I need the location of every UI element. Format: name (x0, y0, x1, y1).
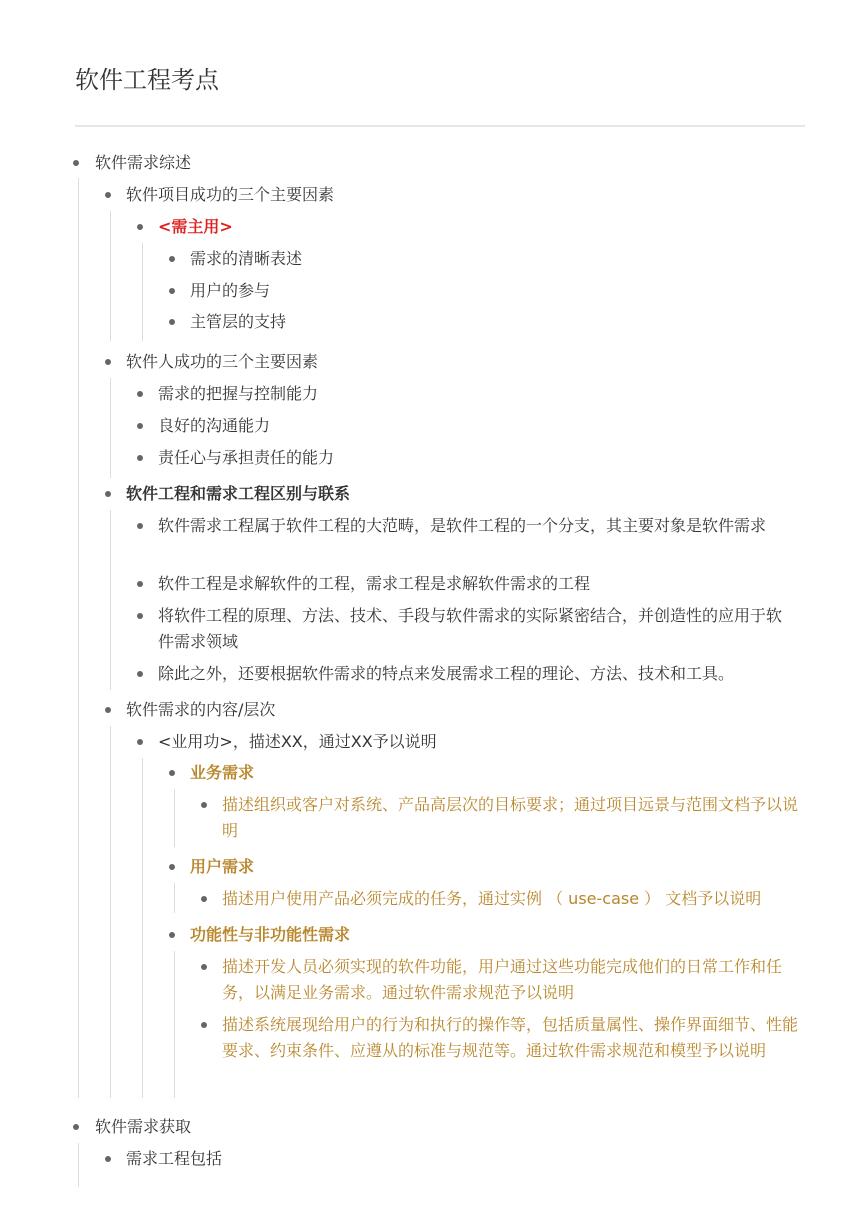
list-item-l4: 用户的参与 (190, 281, 271, 300)
guide-line-l2 (110, 510, 111, 690)
page-title: 软件工程考点 (75, 66, 219, 94)
list-item-l3: 责任心与承担责任的能力 (158, 448, 335, 467)
list-item-l5: 描述开发人员必须实现的软件功能，用户通过这些功能完成他们的日常工作和任务，以满足业务需求。通过软件需求规范予以说明 (222, 957, 783, 1002)
bullet-dot (169, 319, 175, 325)
guide-line-l3 (142, 758, 143, 1098)
list-item-l3: 需求的把握与控制能力 (158, 384, 319, 403)
bullet-dot (137, 455, 143, 461)
bullet-dot (201, 1022, 207, 1028)
guide-line-l2 (110, 378, 111, 478)
bullet-dot (201, 896, 207, 902)
bullet-dot (105, 192, 111, 198)
bullet-dot (201, 802, 207, 808)
list-item-l5: 描述系统展现给用户的行为和执行的操作等，包括质量属性、操作界面细节、性能要求、约束条件、应遵从的标准与规范等。通过软件需求规范和模型予以说明 (222, 1015, 799, 1060)
bullet-dot (137, 224, 143, 230)
bullet-dot (105, 491, 111, 497)
list-item-l3: 良好的沟通能力 (158, 416, 271, 435)
list-item-l3: 软件工程是求解软件的工程，需求工程是求解软件需求的工程 (158, 574, 591, 593)
bullet-dot (169, 864, 175, 870)
bullet-dot (137, 613, 143, 619)
guide-line-l1 (78, 1143, 79, 1187)
title-divider (75, 125, 805, 127)
list-item-l4-highlight: 用户需求 (190, 857, 255, 876)
guide-line-l4 (174, 789, 175, 847)
bullet-dot (169, 256, 175, 262)
bullet-dot (105, 1156, 111, 1162)
list-item-l4: 主管层的支持 (190, 312, 287, 331)
bullet-dot (201, 964, 207, 970)
guide-line-l2 (110, 726, 111, 1098)
list-item-l2-bold: 软件工程和需求工程区别与联系 (126, 484, 351, 503)
bullet-dot (73, 1124, 79, 1130)
guide-line-l4 (174, 883, 175, 913)
list-item-l3-highlight: <需主用> (158, 217, 233, 236)
bullet-dot (73, 160, 79, 166)
list-item-l2: 软件项目成功的三个主要因素 (126, 185, 335, 204)
bullet-dot (137, 739, 143, 745)
list-item-l1: 软件需求获取 (95, 1117, 192, 1136)
list-item-l3: <业用功>，描述XX，通过XX予以说明 (158, 732, 437, 751)
list-item-l3: 除此之外，还要根据软件需求的特点来发展需求工程的理论、方法、技术和工具。 (158, 664, 735, 683)
bullet-dot (105, 359, 111, 365)
guide-line-l3 (142, 243, 143, 341)
guide-line-l4 (174, 951, 175, 1098)
list-item-l3: 软件需求工程属于软件工程的大范畴，是软件工程的一个分支，其主要对象是软件需求 (158, 516, 767, 535)
list-item-l3: 将软件工程的原理、方法、技术、手段与软件需求的实际紧密结合，并创造性的应用于软件需求领域 (158, 606, 783, 651)
bullet-dot (169, 932, 175, 938)
list-item-l5: 描述组织或客户对系统、产品高层次的目标要求；通过项目远景与范围文档予以说明 (222, 795, 799, 840)
bullet-dot (169, 288, 175, 294)
bullet-dot (137, 523, 143, 529)
list-item-l2: 软件需求的内容/层次 (126, 700, 276, 719)
bullet-dot (137, 581, 143, 587)
guide-line-l1 (78, 178, 79, 1098)
bullet-dot (137, 391, 143, 397)
bullet-dot (169, 770, 175, 776)
list-item-l5: 描述用户使用产品必须完成的任务，通过实例 （ use-case ） 文档予以说明 (222, 889, 762, 908)
bullet-dot (137, 671, 143, 677)
list-item-l4-highlight: 功能性与非功能性需求 (190, 925, 351, 944)
bullet-dot (137, 423, 143, 429)
bullet-dot (105, 707, 111, 713)
list-item-l4: 需求的清晰表述 (190, 249, 303, 268)
list-item-l2: 软件人成功的三个主要因素 (126, 352, 319, 371)
list-item-l2: 需求工程包括 (126, 1149, 223, 1168)
list-item-l1: 软件需求综述 (95, 153, 192, 172)
guide-line-l2 (110, 211, 111, 341)
list-item-l4-highlight: 业务需求 (190, 763, 255, 782)
